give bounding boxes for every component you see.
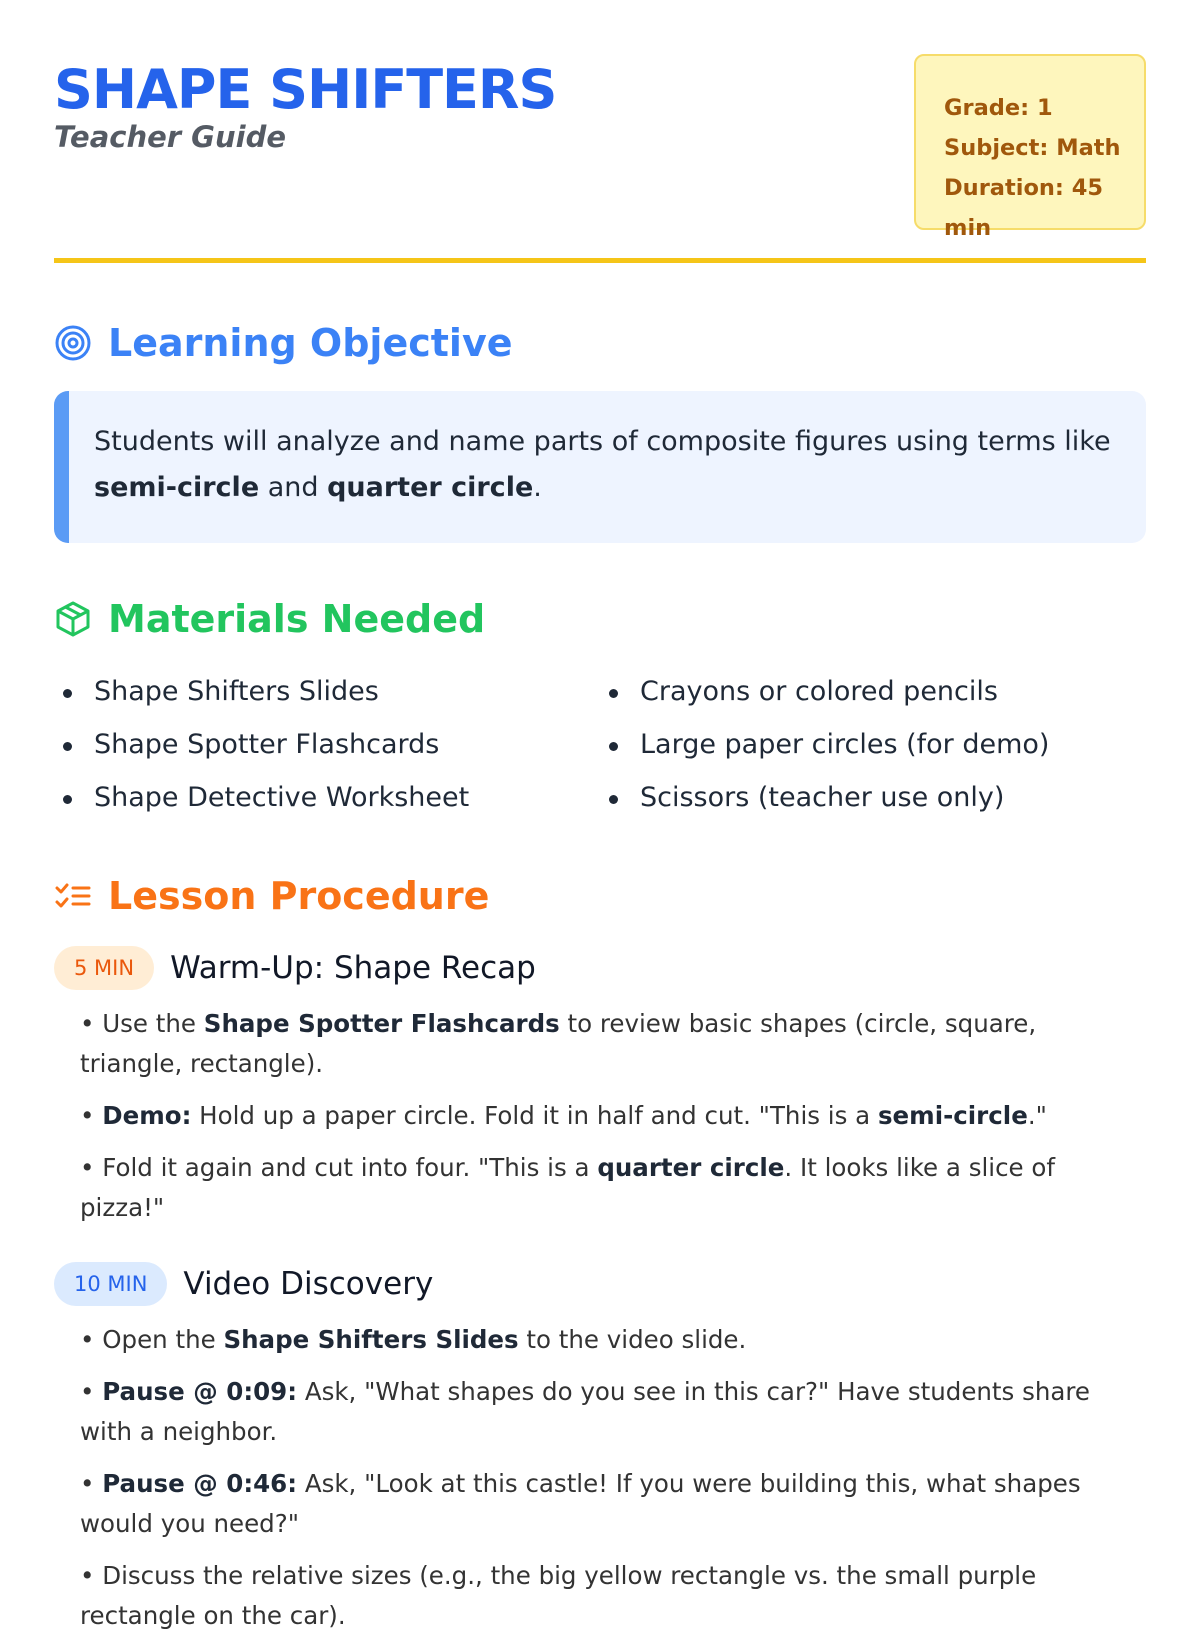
page-subtitle: Teacher Guide [54, 120, 286, 154]
header-divider [54, 258, 1146, 263]
materials-heading: Materials Needed [108, 597, 486, 641]
page-title: SHAPE SHIFTERS [54, 58, 557, 121]
title-block [54, 56, 556, 154]
step-text: . It looks like a slice of pizza!" [80, 1153, 1056, 1222]
list-item: Shape Spotter Flashcards [54, 718, 600, 771]
list-item: Scissors (teacher use only) [600, 771, 1146, 824]
step-header [54, 1262, 1146, 1306]
emphasis-text: Shape Spotter Flashcards [203, 1009, 560, 1038]
procedure-heading: Lesson Procedure [108, 874, 490, 918]
step-text: ." [1027, 1101, 1047, 1130]
term-semi-circle: semi-circle [94, 472, 260, 503]
step-title: Video Discovery [183, 1266, 434, 1302]
emphasis-text: Pause @ 0:46: [102, 1469, 298, 1498]
subject-label: Subject: Math [944, 135, 1121, 161]
duration-badge: 5 MIN [54, 946, 154, 990]
step-text: to review basic shapes (circle, square, triangle, rectangle). [80, 1009, 1037, 1078]
step-item [80, 1556, 1146, 1636]
list-item: Shape Detective Worksheet [54, 771, 600, 824]
step-items [54, 1320, 1146, 1636]
procedure-steps [54, 946, 1146, 1636]
target-icon [54, 324, 92, 362]
step-text: to the video slide. [518, 1325, 747, 1354]
step-item [80, 1464, 1146, 1544]
step-text: • [80, 1377, 103, 1406]
step-items [54, 1004, 1146, 1228]
objective-text: Students will analyze and name parts of composite figures using terms like [94, 426, 1111, 457]
lesson-info-box [914, 54, 1146, 241]
emphasis-text: semi-circle [877, 1101, 1028, 1130]
list-item: Crayons or colored pencils [600, 665, 1146, 718]
step-text: Hold up a paper circle. Fold it in half and cut. "This is a [191, 1101, 878, 1130]
emphasis-text: Pause @ 0:09: [102, 1377, 298, 1406]
objective-heading-row [54, 319, 1146, 367]
header [54, 0, 1146, 241]
term-quarter-circle: quarter circle [327, 472, 534, 503]
objective-heading: Learning Objective [108, 321, 513, 365]
step-text: Ask, "What shapes do you see in this car?" Have students share with a neighbor. [80, 1377, 1091, 1446]
list-item: Shape Shifters Slides [54, 665, 600, 718]
emphasis-text: Demo: [102, 1101, 192, 1130]
list-item: Large paper circles (for demo) [600, 718, 1146, 771]
step-item [80, 1320, 1146, 1360]
emphasis-text: Shape Shifters Slides [223, 1325, 519, 1354]
step-text: • [80, 1469, 103, 1498]
duration-badge: 10 MIN [54, 1262, 167, 1306]
duration-label: Duration: 45 min [944, 175, 1104, 241]
step-item [80, 1372, 1146, 1452]
step-text: • Use the [80, 1009, 204, 1038]
package-icon [54, 600, 92, 638]
step-item [80, 1096, 1146, 1136]
checklist-icon [54, 877, 92, 915]
step-text: • Discuss the relative sizes (e.g., the big yellow rectangle vs. the small purple rectangle on the car). [80, 1561, 1037, 1630]
materials-left-column [54, 665, 600, 824]
materials-heading-row [54, 595, 1146, 643]
emphasis-text: quarter circle [597, 1153, 785, 1182]
objective-text-end: . [533, 472, 542, 503]
step-title: Warm-Up: Shape Recap [170, 950, 536, 986]
objective-text-mid: and [259, 472, 328, 503]
procedure-heading-row [54, 872, 1146, 920]
step-item [80, 1148, 1146, 1228]
materials-right-column [600, 665, 1146, 824]
step-item [80, 1004, 1146, 1084]
grade-label: Grade: 1 [944, 95, 1053, 121]
step-text: • [80, 1101, 103, 1130]
materials-list [54, 665, 1146, 824]
step-text: Ask, "Look at this castle! If you were building this, what shapes would you need?" [80, 1469, 1081, 1538]
step-text: • Open the [80, 1325, 224, 1354]
step-text: • Fold it again and cut into four. "This is a [80, 1153, 598, 1182]
step-header [54, 946, 1146, 990]
objective-callout [54, 391, 1146, 543]
